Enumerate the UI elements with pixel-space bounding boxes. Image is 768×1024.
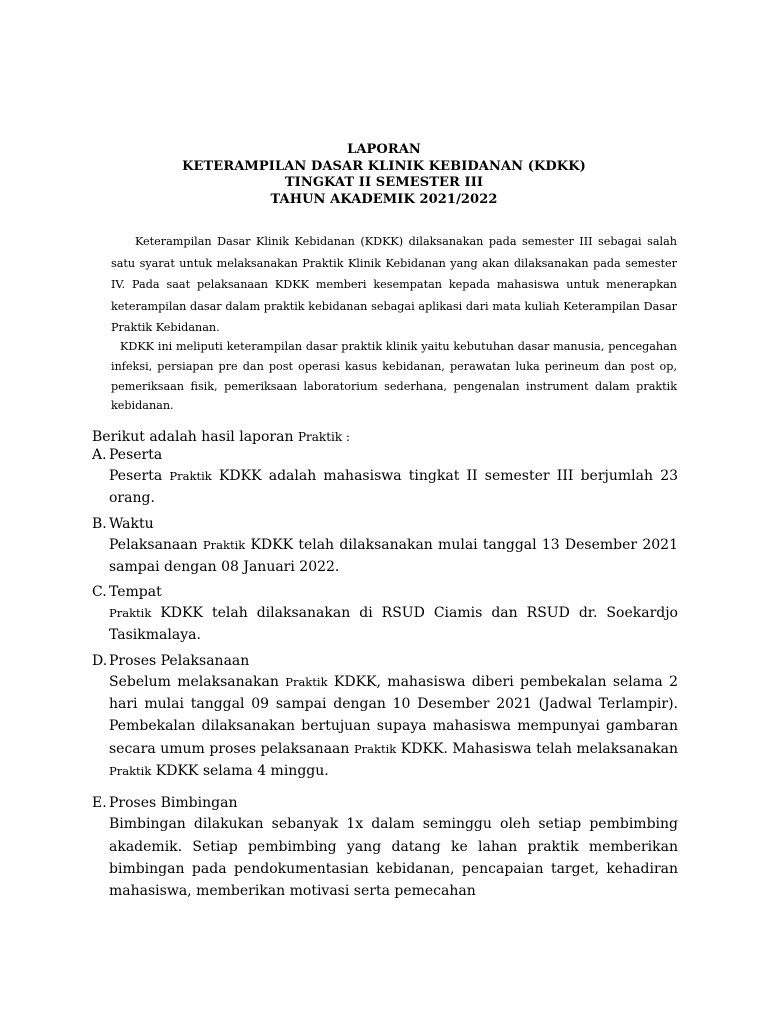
- section-b-text-1: Pelaksanaan: [109, 536, 198, 553]
- section-e-body: Bimbingan dilakukan sebanyak 1x dalam seminggu oleh setiap pembimbing akademik. Setiap pembimbing yang datang ke lahan praktik memberikan bimbingan pada pendokumentasian kebidanan, pencapaian target, kehadiran mahasiswa, memberikan motivasi serta pemecahan: [109, 816, 678, 900]
- report-lead-text: Berikut adalah hasil laporan: [92, 429, 294, 445]
- section-d-praktik-1: Praktik: [285, 674, 328, 689]
- section-a-praktik: Praktik: [169, 469, 212, 483]
- section-c-body: [109, 602, 678, 647]
- section-e-heading: Proses Bimbingan: [109, 795, 238, 812]
- section-a-body: [109, 465, 678, 510]
- section-e: [92, 794, 678, 902]
- section-d-text-4: KDKK selama 4 minggu.: [151, 762, 329, 779]
- section-d-letter: D.: [92, 652, 108, 669]
- section-b-letter: B.: [92, 515, 107, 532]
- section-d-praktik-3: Praktik: [109, 763, 152, 778]
- title-line-3: TINGKAT II SEMESTER III: [284, 175, 484, 190]
- section-b-heading-row: [92, 515, 678, 534]
- title-line-4: TAHUN AKADEMIK 2021/2022: [270, 191, 498, 207]
- section-b: [92, 515, 678, 579]
- section-a-text-1: Peserta: [109, 468, 163, 484]
- section-d-text-3: KDKK. Mahasiswa telah melaksanakan: [396, 740, 678, 757]
- report-lead: [92, 429, 678, 446]
- section-d-heading: Proses Pelaksanaan: [109, 652, 250, 669]
- section-a: [92, 446, 678, 510]
- section-c-heading-row: [92, 583, 678, 602]
- section-d-text-1: Sebelum melaksanakan: [109, 673, 279, 690]
- section-d: [92, 652, 678, 782]
- section-b-body: [109, 534, 678, 579]
- report-body: [92, 429, 678, 902]
- section-b-heading: Waktu: [109, 515, 154, 532]
- section-a-heading: Peserta: [109, 447, 163, 463]
- section-e-letter: E.: [92, 795, 107, 812]
- intro-paragraph-1: Keterampilan Dasar Klinik Kebidanan (KDKK) dilaksanakan pada semester III sebagai salah satu syarat untuk melaksanakan Praktik Klinik Kebidanan yang akan dilaksanakan pada semester IV. Pada saat pelaksanaan KDKK memberi kesempatan kepada mahasiswa untuk menerapkan keterampilan dasar dalam praktik kebidanan sebagai aplikasi dari mata kuliah Keterampilan Dasar Praktik Kebidanan.: [111, 235, 677, 335]
- section-a-letter: A.: [92, 447, 107, 463]
- section-d-body: [109, 671, 678, 782]
- section-c-letter: C.: [92, 584, 107, 601]
- section-b-praktik: Praktik: [202, 537, 246, 552]
- intro-paragraph-2: KDKK ini meliputi keterampilan dasar praktik klinik yaitu kebutuhan dasar manusia, pencegahan infeksi, persiapan pre dan post operasi kasus kebidanan, perawatan luka perineum dan post op, pemeriksaan fisik, pemeriksaan laboratorium sederhana, pengenalan instrument dalam praktik kebidanan.: [111, 340, 677, 413]
- section-a-heading-row: [92, 446, 678, 465]
- section-e-heading-row: [92, 794, 678, 813]
- section-c-text: KDKK telah dilaksanakan di RSUD Ciamis dan RSUD dr. Soekardjo Tasikmalaya.: [109, 605, 678, 644]
- title-line-2: KETERAMPILAN DASAR KLINIK KEBIDANAN (KDKK): [182, 158, 586, 174]
- section-d-text-2: KDKK, mahasiswa diberi pembekalan selama 2 hari mulai tanggal 09 sampai dengan 10 Desember 2021 (Jadwal Terlampir). Pembekalan dilaksanakan bertujuan supaya mahasiswa mempunyai gambaran secara umum proses pelaksanaan: [109, 673, 678, 757]
- section-c: [92, 583, 678, 647]
- title-block: [0, 142, 768, 208]
- title-line-1: LAPORAN: [347, 142, 421, 157]
- section-d-heading-row: [92, 652, 678, 671]
- section-c-heading: Tempat: [109, 584, 162, 601]
- section-a-text-2: KDKK adalah mahasiswa tingkat II semester III berjumlah 23 orang.: [109, 468, 679, 507]
- report-lead-praktik: Praktik :: [297, 430, 350, 444]
- section-d-praktik-2: Praktik: [353, 741, 397, 756]
- section-c-praktik: Praktik: [109, 606, 152, 621]
- section-b-text-2: KDKK telah dilaksanakan mulai tanggal 13 Desember 2021 sampai dengan 08 Januari 2022.: [109, 536, 678, 575]
